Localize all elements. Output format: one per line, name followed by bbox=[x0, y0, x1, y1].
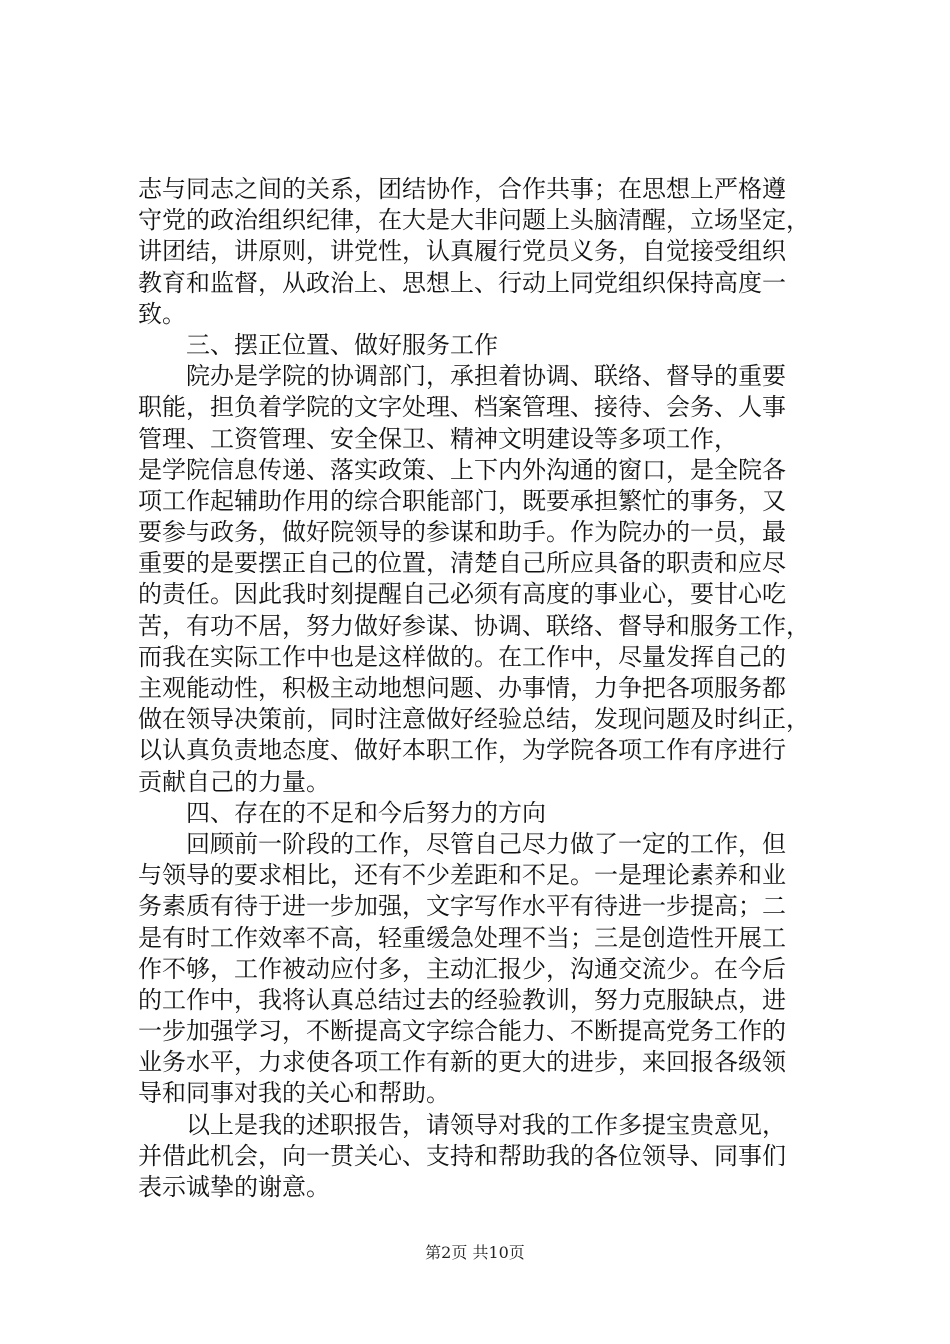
body-line: 管理、工资管理、安全保卫、精神文明建设等多项工作， bbox=[138, 424, 738, 453]
body-line: 导和同事对我的关心和帮助。 bbox=[138, 1079, 450, 1108]
body-line: 是学院信息传递、落实政策、上下内外沟通的窗口，是全院各 bbox=[138, 455, 786, 484]
body-line: 以认真负责地态度、做好本职工作，为学院各项工作有序进行 bbox=[138, 736, 786, 765]
section-heading: 三、摆正位置、做好服务工作 bbox=[186, 330, 498, 359]
page-number-footer: 第2页 共10页 bbox=[425, 1243, 525, 1262]
paragraph-start-line: 以上是我的述职报告，请领导对我的工作多提宝贵意见， bbox=[186, 1110, 786, 1139]
body-line: 业务水平，力求使各项工作有新的更大的进步，来回报各级领 bbox=[138, 1048, 786, 1077]
body-line: 致。 bbox=[138, 299, 186, 328]
body-line: 而我在实际工作中也是这样做的。在工作中，尽量发挥自己的 bbox=[138, 642, 786, 671]
body-line: 苦，有功不居，努力做好参谋、协调、联络、督导和服务工作， bbox=[138, 611, 810, 640]
body-line: 作不够，工作被动应付多，主动汇报少，沟通交流少。在今后 bbox=[138, 954, 786, 983]
body-line: 是有时工作效率不高，轻重缓急处理不当；三是创造性开展工 bbox=[138, 923, 786, 952]
body-line: 教育和监督，从政治上、思想上、行动上同党组织保持高度一 bbox=[138, 268, 786, 297]
body-line: 表示诚挚的谢意。 bbox=[138, 1173, 330, 1201]
body-line: 守党的政治组织纪律，在大是大非问题上头脑清醒，立场坚定， bbox=[138, 206, 810, 235]
body-line: 与领导的要求相比，还有不少差距和不足。一是理论素养和业 bbox=[138, 861, 786, 890]
paragraph-start-line: 院办是学院的协调部门，承担着协调、联络、督导的重要 bbox=[186, 362, 786, 391]
body-line: 重要的是要摆正自己的位置，清楚自己所应具备的职责和应尽 bbox=[138, 549, 786, 578]
body-line: 的责任。因此我时刻提醒自己必须有高度的事业心，要甘心吃 bbox=[138, 580, 786, 609]
body-line: 贡献自己的力量。 bbox=[138, 767, 330, 796]
body-line: 职能，担负着学院的文字处理、档案管理、接待、会务、人事 bbox=[138, 393, 786, 422]
body-line: 志与同志之间的关系，团结协作，合作共事；在思想上严格遵 bbox=[138, 175, 786, 203]
body-line: 并借此机会，向一贯关心、支持和帮助我的各位领导、同事们 bbox=[138, 1141, 786, 1170]
body-line: 项工作起辅助作用的综合职能部门，既要承担繁忙的事务，又 bbox=[138, 486, 786, 515]
body-line: 的工作中，我将认真总结过去的经验教训，努力克服缺点，进 bbox=[138, 985, 786, 1014]
body-line: 务素质有待于进一步加强，文字写作水平有待进一步提高；二 bbox=[138, 892, 786, 921]
body-line: 一步加强学习，不断提高文字综合能力、不断提高党务工作的 bbox=[138, 1017, 786, 1046]
document-body bbox=[138, 174, 838, 1203]
body-line: 讲团结，讲原则，讲党性，认真履行党员义务，自觉接受组织 bbox=[138, 237, 786, 266]
paragraph-start-line: 回顾前一阶段的工作，尽管自己尽力做了一定的工作，但 bbox=[186, 829, 786, 858]
body-line: 做在领导决策前，同时注意做好经验总结，发现问题及时纠正， bbox=[138, 705, 810, 734]
section-heading: 四、存在的不足和今后努力的方向 bbox=[186, 798, 546, 827]
body-line: 主观能动性，积极主动地想问题、办事情，力争把各项服务都 bbox=[138, 674, 786, 702]
body-line: 要参与政务，做好院领导的参谋和助手。作为院办的一员，最 bbox=[138, 518, 786, 547]
